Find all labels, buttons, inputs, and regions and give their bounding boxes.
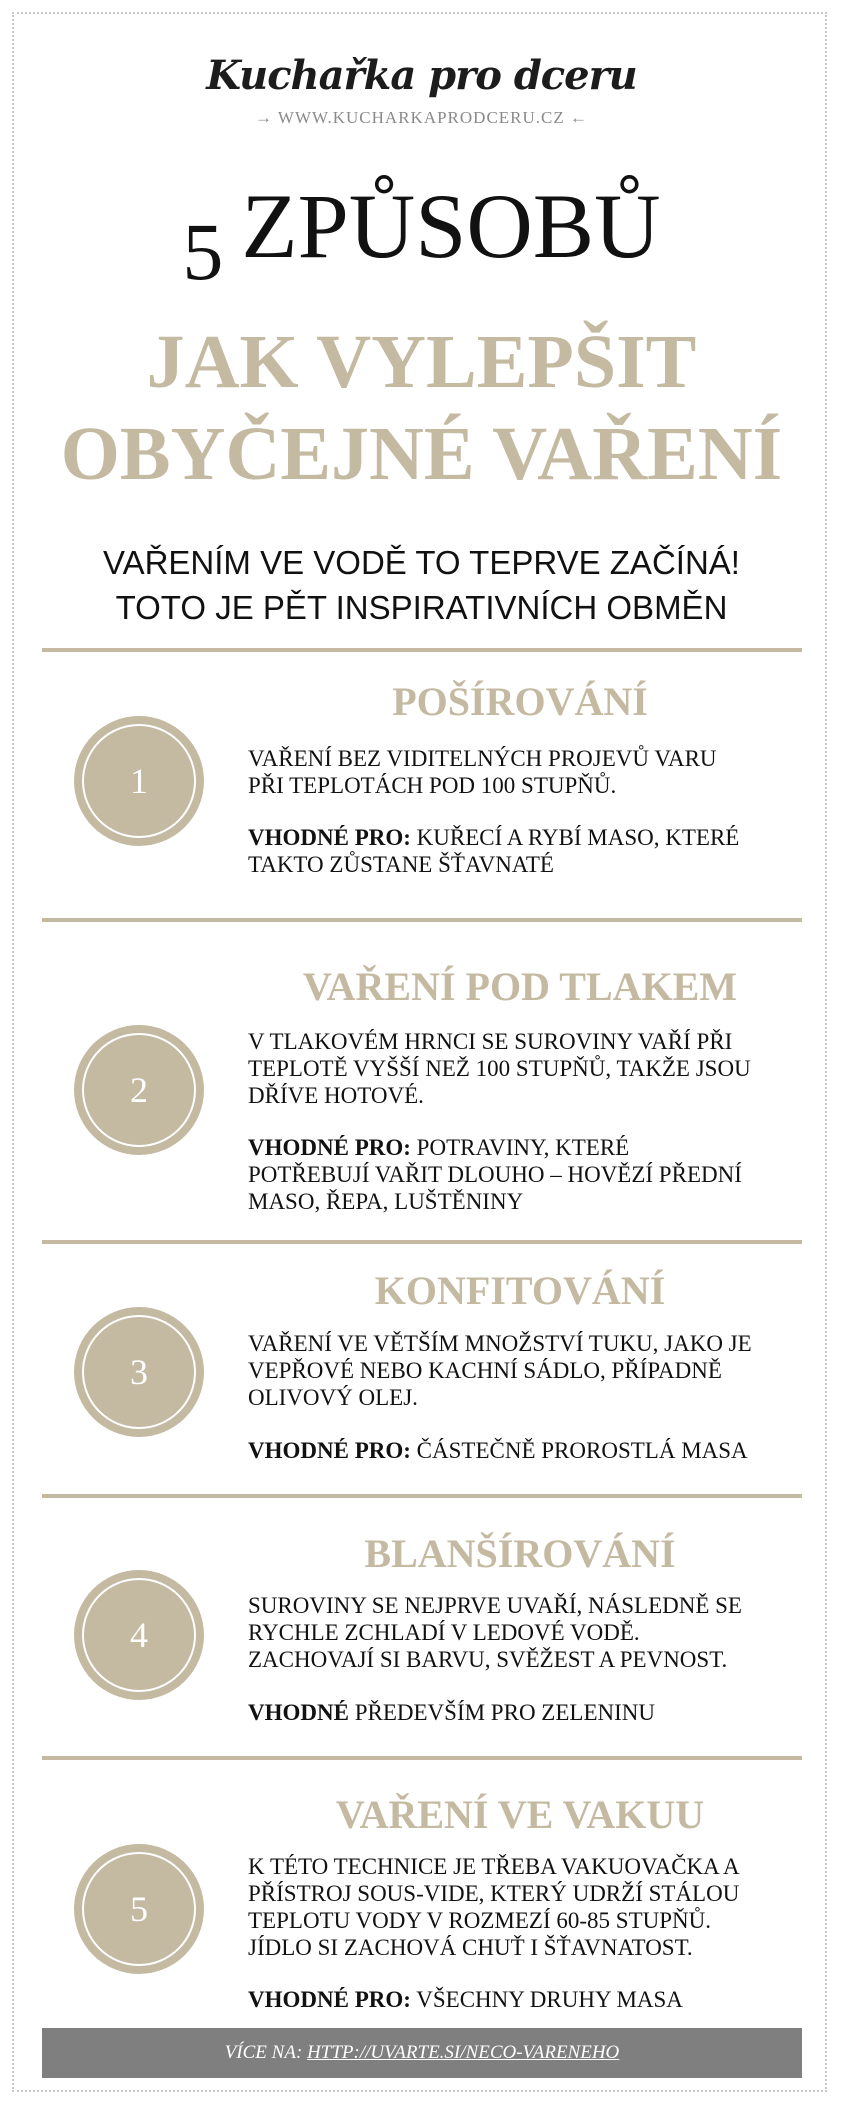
section-5-description <box>248 1853 808 1961</box>
main-title-number: 5 <box>182 206 224 297</box>
suitable-label: VHODNÉ PRO: <box>248 1987 411 2012</box>
desc-line: ZACHOVAJÍ SI BARVU, SVĚŽEST A PEVNOST. <box>248 1647 728 1672</box>
section-3-title: KONFITOVÁNÍ <box>374 1268 666 1313</box>
divider <box>42 918 802 922</box>
desc-line: RYCHLE ZCHLADÍ V LEDOVÉ VODĚ. <box>248 1620 640 1645</box>
desc-line: V TLAKOVÉM HRNCI SE SUROVINY VAŘÍ PŘI <box>248 1029 733 1054</box>
section-1-number-badge <box>74 716 204 846</box>
desc-line: PŘÍSTROJ SOUS-VIDE, KTERÝ UDRŽÍ STÁLOU <box>248 1881 740 1906</box>
section-5-number-badge <box>74 1844 204 1974</box>
section-4-number: 4 <box>130 1615 148 1655</box>
desc-line: VAŘENÍ BEZ VIDITELNÝCH PROJEVŮ VARU <box>248 746 717 771</box>
divider <box>42 1756 802 1760</box>
desc-line: DŘÍVE HOTOVÉ. <box>248 1083 424 1108</box>
desc-line: K TÉTO TECHNICE JE TŘEBA VAKUOVAČKA A <box>248 1854 740 1879</box>
suitable-text: POTRAVINY, KTERÉ <box>416 1135 630 1160</box>
section-2-number-badge <box>74 1025 204 1155</box>
desc-line: VAŘENÍ VE VĚTŠÍM MNOŽSTVÍ TUKU, JAKO JE <box>248 1331 752 1356</box>
section-5-title: VAŘENÍ VE VAKUU <box>335 1792 705 1837</box>
section-3-description <box>248 1330 808 1411</box>
desc-line: PŘI TEPLOTÁCH POD 100 STUPŇŮ. <box>248 773 617 798</box>
section-2-description <box>248 1028 808 1109</box>
suitable-text: PŘEDEVŠÍM PRO ZELENINU <box>354 1700 655 1725</box>
section-1-number: 1 <box>130 761 148 801</box>
subtitle <box>0 316 843 500</box>
section-4-number-badge <box>74 1570 204 1700</box>
suitable-text: MASO, ŘEPA, LUŠTĚNINY <box>248 1189 524 1214</box>
divider <box>42 648 802 652</box>
main-title-word: ZPŮSOBŮ <box>241 175 661 277</box>
main-title <box>0 175 843 297</box>
suitable-text: POTŘEBUJÍ VAŘIT DLOUHO – HOVĚZÍ PŘEDNÍ <box>248 1162 742 1187</box>
section-2-number: 2 <box>130 1070 148 1110</box>
section-3-suitable <box>248 1437 808 1464</box>
section-5-number: 5 <box>130 1889 148 1929</box>
subtitle-line-1: JAK VYLEPŠIT <box>146 320 697 404</box>
desc-line: VEPŘOVÉ NEBO KACHNÍ SÁDLO, PŘÍPADNĚ <box>248 1358 722 1383</box>
tagline-line-1: VAŘENÍM VE VODĚ TO TEPRVE ZAČÍNÁ! <box>103 544 740 581</box>
suitable-text: ČÁSTEČNĚ PROROSTLÁ MASA <box>416 1438 748 1463</box>
brand-logo: Kuchařka pro dceru <box>206 52 637 99</box>
footer-link[interactable]: HTTP://UVARTE.SI/NECO-VARENEHO <box>307 2042 620 2063</box>
section-2-suitable <box>248 1134 808 1215</box>
section-1-title: POŠÍROVÁNÍ <box>392 679 648 724</box>
suitable-text: VŠECHNY DRUHY MASA <box>416 1987 683 2012</box>
desc-line: OLIVOVÝ OLEJ. <box>248 1385 418 1410</box>
footer-prefix: VÍCE NA: <box>224 2042 303 2063</box>
section-3-number: 3 <box>130 1352 148 1392</box>
tagline-line-2: TOTO JE PĚT INSPIRATIVNÍCH OBMĚN <box>115 589 728 626</box>
section-5-suitable <box>248 1986 808 2013</box>
section-4-description <box>248 1592 808 1673</box>
tagline <box>0 540 843 630</box>
section-4-suitable <box>248 1699 808 1726</box>
divider <box>42 1240 802 1244</box>
desc-line: SUROVINY SE NEJPRVE UVAŘÍ, NÁSLEDNĚ SE <box>248 1593 742 1618</box>
suitable-text: KUŘECÍ A RYBÍ MASO, KTERÉ <box>416 825 740 850</box>
desc-line: JÍDLO SI ZACHOVÁ CHUŤ I ŠŤAVNATOST. <box>248 1935 693 1960</box>
footer-bar <box>42 2028 802 2078</box>
section-4-title: BLANŠÍROVÁNÍ <box>364 1531 676 1576</box>
desc-line: TEPLOTU VODY V ROZMEZÍ 60-85 STUPŇŮ. <box>248 1908 711 1933</box>
suitable-label: VHODNÉ <box>248 1700 349 1725</box>
brand-url: → WWW.KUCHARKAPRODCERU.CZ ← <box>254 108 589 127</box>
suitable-text: TAKTO ZŮSTANE ŠŤAVNATÉ <box>248 852 554 877</box>
section-2-title: VAŘENÍ POD TLAKEM <box>302 964 738 1009</box>
divider <box>42 1494 802 1498</box>
section-3-number-badge <box>74 1307 204 1437</box>
suitable-label: VHODNÉ PRO: <box>248 825 411 850</box>
section-1-description <box>248 745 808 799</box>
suitable-label: VHODNÉ PRO: <box>248 1135 411 1160</box>
suitable-label: VHODNÉ PRO: <box>248 1438 411 1463</box>
subtitle-line-2: OBYČEJNÉ VAŘENÍ <box>60 412 783 496</box>
section-1-suitable <box>248 824 808 878</box>
desc-line: TEPLOTĚ VYŠŠÍ NEŽ 100 STUPŇŮ, TAKŽE JSOU <box>248 1056 751 1081</box>
